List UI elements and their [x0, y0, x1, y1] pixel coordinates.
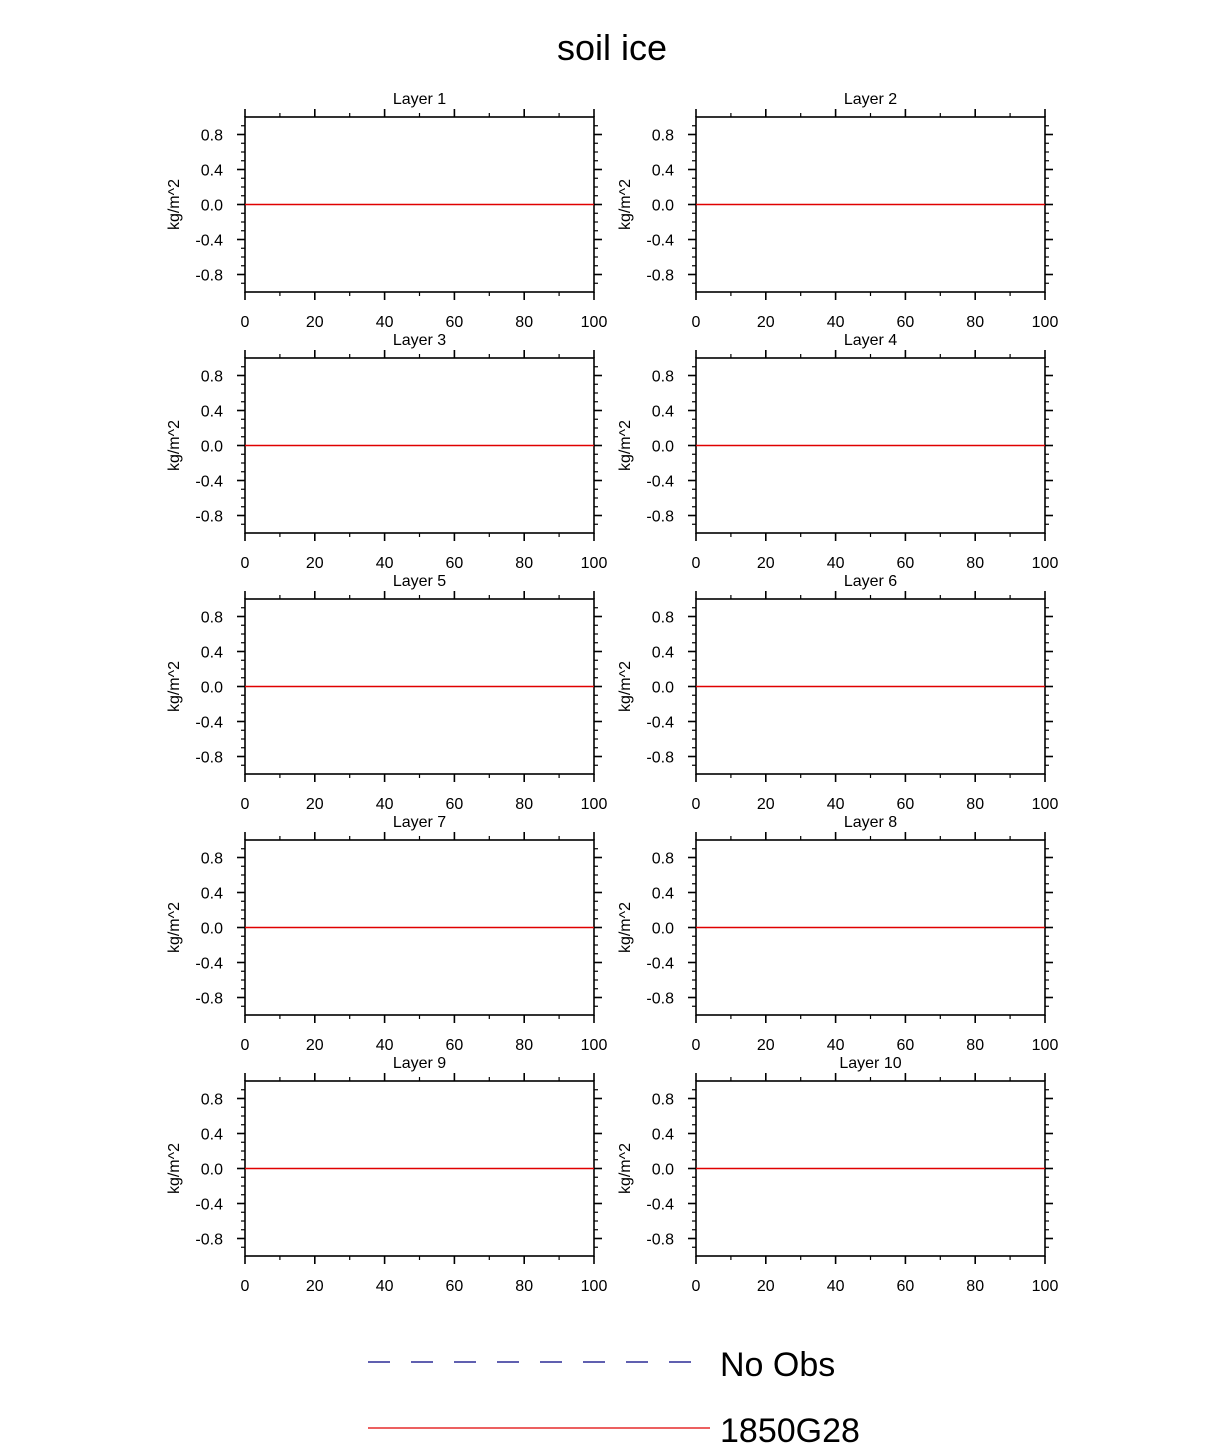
panel-title-layer-3: Layer 3: [392, 332, 447, 349]
x-tick-label: 40: [826, 796, 845, 813]
y-tick-label: 0.0: [200, 438, 223, 456]
x-tick-label: 40: [826, 1037, 845, 1054]
x-tick-label: 60: [445, 796, 464, 813]
y-tick-label: -0.8: [646, 508, 674, 526]
x-tick-label: 40: [375, 555, 394, 572]
panel-title-layer-1: Layer 1: [392, 91, 447, 108]
y-tick-label: 0.0: [651, 920, 674, 938]
y-tick-label: 0.4: [200, 885, 223, 903]
x-tick-label: 0: [240, 555, 250, 572]
y-tick-label: -0.8: [195, 990, 223, 1008]
panel-layer-7: [166, 814, 607, 1054]
y-tick-label: 0.8: [651, 1091, 674, 1109]
y-axis-label-layer-3: kg/m^2: [166, 419, 183, 472]
y-tick-label: 0.0: [200, 197, 223, 215]
y-tick-label: -0.8: [646, 749, 674, 767]
x-tick-label: 0: [691, 555, 701, 572]
x-tick-label: 80: [966, 1278, 985, 1295]
x-tick-label: 100: [1031, 1278, 1059, 1295]
x-tick-label: 60: [445, 314, 464, 331]
y-axis-label-layer-5: kg/m^2: [166, 660, 183, 713]
x-tick-label: 40: [826, 314, 845, 331]
x-tick-label: 0: [691, 796, 701, 813]
x-tick-label: 60: [896, 796, 915, 813]
x-tick-label: 40: [375, 1037, 394, 1054]
x-tick-label: 0: [240, 796, 250, 813]
x-tick-label: 80: [515, 796, 534, 813]
y-tick-label: 0.4: [651, 403, 674, 421]
y-tick-label: 0.8: [651, 127, 674, 145]
y-axis-label-layer-8: kg/m^2: [617, 901, 634, 954]
x-tick-label: 100: [580, 555, 608, 572]
y-tick-label: -0.4: [646, 714, 674, 732]
x-tick-label: 60: [896, 1278, 915, 1295]
y-tick-label: 0.4: [651, 885, 674, 903]
legend-label-no-obs: No Obs: [720, 1346, 836, 1384]
x-tick-label: 100: [1031, 314, 1059, 331]
x-tick-label: 100: [1031, 1037, 1059, 1054]
x-tick-label: 0: [691, 1278, 701, 1295]
y-tick-label: 0.0: [651, 197, 674, 215]
x-tick-label: 20: [305, 796, 324, 813]
panel-layer-1: [166, 91, 607, 331]
y-tick-label: 0.4: [200, 1126, 223, 1144]
y-tick-label: -0.4: [195, 232, 223, 250]
y-tick-label: 0.4: [200, 162, 223, 180]
panel-title-layer-7: Layer 7: [392, 814, 447, 831]
x-tick-label: 60: [445, 1278, 464, 1295]
y-tick-label: 0.0: [200, 920, 223, 938]
x-tick-label: 60: [445, 555, 464, 572]
y-tick-label: 0.0: [651, 1161, 674, 1179]
y-tick-label: -0.8: [646, 990, 674, 1008]
x-tick-label: 80: [515, 1037, 534, 1054]
y-tick-label: -0.4: [646, 955, 674, 973]
x-tick-label: 0: [240, 314, 250, 331]
y-tick-label: 0.4: [200, 644, 223, 662]
y-tick-label: 0.8: [200, 1091, 223, 1109]
legend: [368, 1346, 860, 1443]
x-tick-label: 100: [580, 1037, 608, 1054]
y-tick-label: 0.4: [651, 1126, 674, 1144]
panels: [166, 91, 1058, 1295]
x-tick-label: 80: [515, 1278, 534, 1295]
x-tick-label: 100: [1031, 555, 1059, 572]
x-tick-label: 80: [966, 796, 985, 813]
y-tick-label: -0.8: [195, 749, 223, 767]
y-tick-label: -0.8: [646, 1231, 674, 1249]
panel-layer-5: [166, 573, 607, 813]
x-tick-label: 80: [966, 1037, 985, 1054]
x-tick-label: 100: [580, 1278, 608, 1295]
panel-layer-6: [617, 573, 1058, 813]
x-tick-label: 20: [756, 796, 775, 813]
y-tick-label: 0.0: [651, 438, 674, 456]
x-tick-label: 60: [896, 314, 915, 331]
x-tick-label: 20: [756, 1278, 775, 1295]
y-tick-label: 0.8: [200, 368, 223, 386]
x-tick-label: 60: [445, 1037, 464, 1054]
x-tick-label: 20: [305, 1278, 324, 1295]
panel-title-layer-9: Layer 9: [392, 1055, 447, 1072]
y-axis-label-layer-2: kg/m^2: [617, 178, 634, 231]
y-tick-label: 0.4: [651, 162, 674, 180]
x-tick-label: 20: [756, 555, 775, 572]
x-tick-label: 0: [691, 314, 701, 331]
y-tick-label: -0.4: [646, 473, 674, 491]
x-tick-label: 80: [966, 314, 985, 331]
y-tick-label: -0.4: [646, 232, 674, 250]
y-tick-label: -0.8: [195, 267, 223, 285]
x-tick-label: 0: [691, 1037, 701, 1054]
panel-title-layer-2: Layer 2: [843, 91, 898, 108]
y-axis-label-layer-9: kg/m^2: [166, 1142, 183, 1195]
y-tick-label: -0.4: [195, 473, 223, 491]
figure-title: soil ice: [556, 27, 668, 68]
x-tick-label: 80: [515, 314, 534, 331]
x-tick-label: 100: [580, 314, 608, 331]
panel-layer-2: [617, 91, 1058, 331]
y-axis-label-layer-4: kg/m^2: [617, 419, 634, 472]
x-tick-label: 60: [896, 555, 915, 572]
y-tick-label: 0.8: [200, 127, 223, 145]
x-tick-label: 40: [826, 1278, 845, 1295]
x-tick-label: 0: [240, 1037, 250, 1054]
x-tick-label: 20: [756, 1037, 775, 1054]
x-tick-label: 40: [375, 796, 394, 813]
y-tick-label: 0.8: [200, 609, 223, 627]
x-tick-label: 20: [756, 314, 775, 331]
x-tick-label: 20: [305, 555, 324, 572]
x-tick-label: 0: [240, 1278, 250, 1295]
x-tick-label: 40: [826, 555, 845, 572]
x-tick-label: 20: [305, 1037, 324, 1054]
y-tick-label: -0.8: [195, 508, 223, 526]
y-axis-label-layer-7: kg/m^2: [166, 901, 183, 954]
x-tick-label: 80: [515, 555, 534, 572]
panel-title-layer-10: Layer 10: [839, 1055, 902, 1072]
y-tick-label: -0.4: [195, 955, 223, 973]
y-tick-label: 0.8: [651, 850, 674, 868]
y-tick-label: -0.8: [646, 267, 674, 285]
y-axis-label-layer-1: kg/m^2: [166, 178, 183, 231]
y-tick-label: 0.8: [651, 609, 674, 627]
y-tick-label: 0.8: [200, 850, 223, 868]
x-tick-label: 80: [966, 555, 985, 572]
panel-layer-8: [617, 814, 1058, 1054]
panel-title-layer-5: Layer 5: [392, 573, 447, 590]
y-tick-label: 0.4: [200, 403, 223, 421]
panel-layer-9: [166, 1055, 607, 1295]
y-tick-label: -0.4: [195, 714, 223, 732]
y-tick-label: 0.0: [200, 679, 223, 697]
x-tick-label: 60: [896, 1037, 915, 1054]
y-tick-label: 0.8: [651, 368, 674, 386]
panel-title-layer-6: Layer 6: [843, 573, 898, 590]
panel-layer-10: [617, 1055, 1058, 1295]
y-tick-label: 0.0: [200, 1161, 223, 1179]
x-tick-label: 20: [305, 314, 324, 331]
x-tick-label: 40: [375, 1278, 394, 1295]
y-tick-label: -0.4: [195, 1196, 223, 1214]
x-tick-label: 100: [1031, 796, 1059, 813]
y-tick-label: 0.4: [651, 644, 674, 662]
y-axis-label-layer-6: kg/m^2: [617, 660, 634, 713]
y-axis-label-layer-10: kg/m^2: [617, 1142, 634, 1195]
x-tick-label: 40: [375, 314, 394, 331]
y-tick-label: 0.0: [651, 679, 674, 697]
panel-layer-4: [617, 332, 1058, 572]
y-tick-label: -0.8: [195, 1231, 223, 1249]
y-tick-label: -0.4: [646, 1196, 674, 1214]
panel-layer-3: [166, 332, 607, 572]
x-tick-label: 100: [580, 796, 608, 813]
panel-title-layer-4: Layer 4: [843, 332, 898, 349]
panel-title-layer-8: Layer 8: [843, 814, 898, 831]
legend-label-1850g28: 1850G28: [720, 1412, 860, 1443]
